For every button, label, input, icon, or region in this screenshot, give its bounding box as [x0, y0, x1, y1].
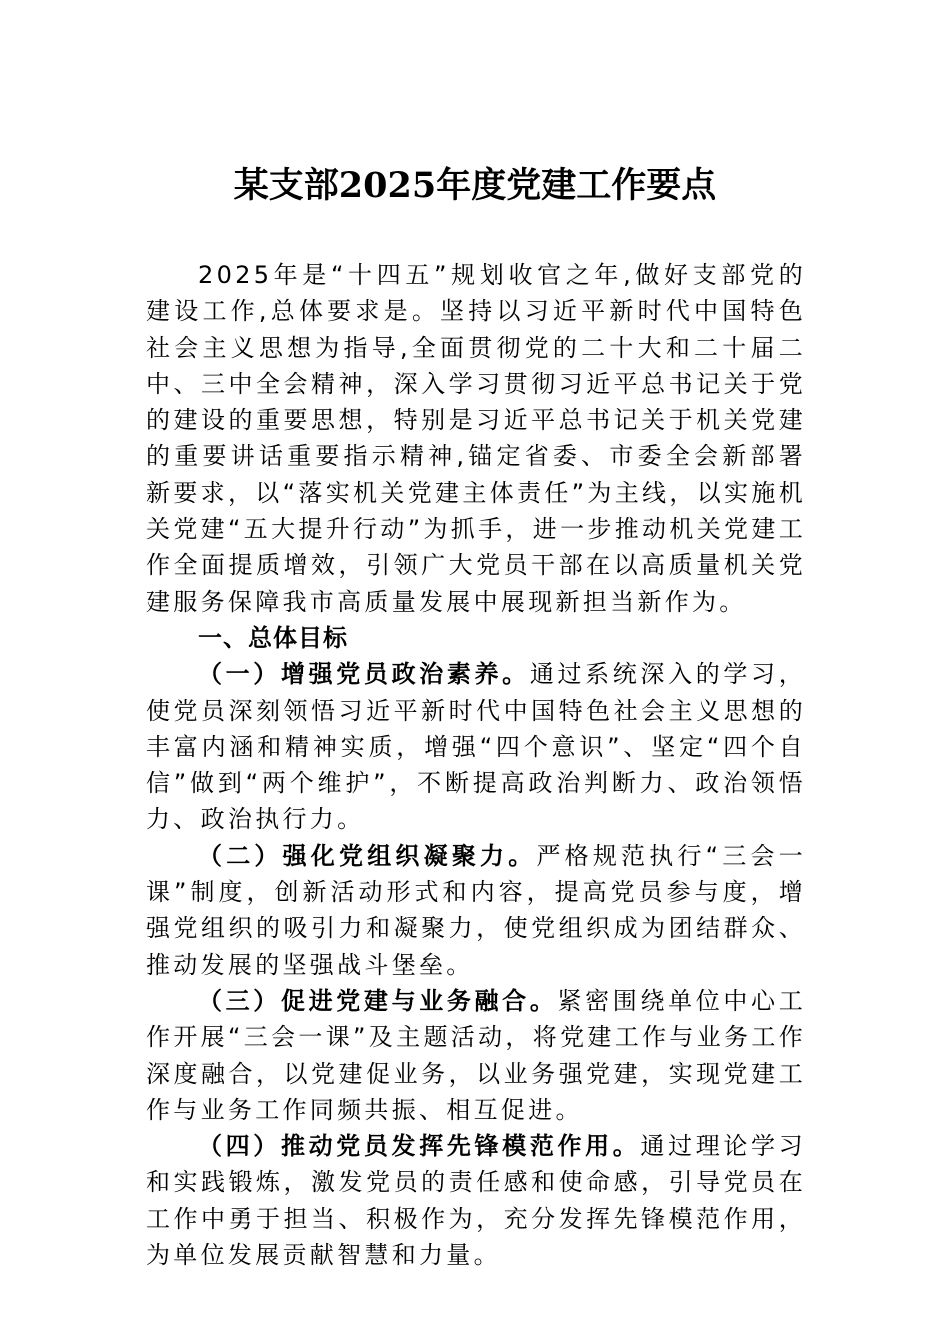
goal-item-4-lead: （四）推动党员发挥先锋模范作用。: [198, 1132, 641, 1161]
goal-item-3-lead: （三）促进党建与业务融合。: [198, 986, 558, 1015]
goal-item-1: [146, 656, 806, 837]
section-heading: 一、总体目标: [198, 623, 348, 652]
document-body: [146, 257, 806, 1273]
goal-item-3: [146, 983, 806, 1128]
goal-item-1-text: 通过系统深入的学习，使党员深刻领悟习近平新时代中国特色社会主义思想的丰富内涵和精神实质，增强“四个意识”、坚定“四个自信”做到“两个维护”，不断提高政治判断力、政治领悟力、政治执行力。: [146, 660, 806, 834]
goal-item-2-lead: （二）强化党组织凝聚力。: [198, 841, 537, 870]
goal-item-4-text: 通过理论学习和实践锻炼，激发党员的责任感和使命感，引导党员在工作中勇于担当、积极作为，充分发挥先锋模范作用，为单位发展贡献智慧和力量。: [146, 1132, 806, 1270]
intro-paragraph: 2025年是“十四五”规划收官之年,做好支部党的建设工作,总体要求是。坚持以习近平新时代中国特色社会主义思想为指导,全面贯彻党的二十大和二十届二中、三中全会精神，深入学习贯彻习近平总书记关于党的建设的重要思想，特别是习近平总书记关于机关党建的重要讲话重要指示精神,锚定省委、市委全会新部署新要求，以“落实机关党建主体责任”为主线，以实施机关党建“五大提升行动”为抓手，进一步推动机关党建工作全面提质增效，引领广大党员干部在以高质量机关党建服务保障我市高质量发展中展现新担当新作为。: [146, 261, 806, 616]
goal-item-3-text: 紧密围绕单位中心工作开展“三会一课”及主题活动，将党建工作与业务工作深度融合，以党建促业务，以业务强党建，实现党建工作与业务工作同频共振、相互促进。: [146, 986, 806, 1124]
goal-item-1-lead: （一）增强党员政治素养。: [198, 660, 530, 689]
goal-item-2-text: 严格规范执行“三会一课”制度，创新活动形式和内容，提高党员参与度，增强党组织的吸引力和凝聚力，使党组织成为团结群众、推动发展的坚强战斗堡垒。: [146, 841, 806, 979]
goal-item-4: [146, 1128, 806, 1273]
goal-item-2: [146, 838, 806, 983]
document-title: 某支部2025年度党建工作要点: [233, 165, 717, 206]
